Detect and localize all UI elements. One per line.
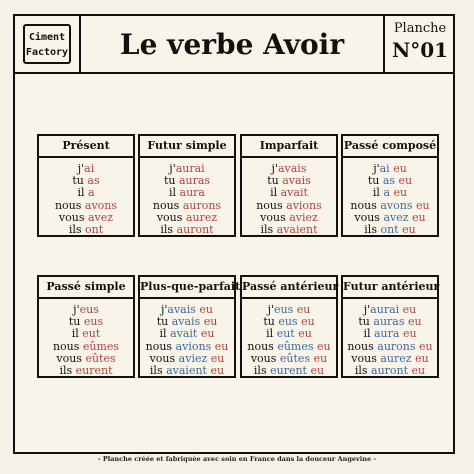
verb-form: avez <box>88 210 114 224</box>
subject-pronoun: tu <box>267 174 283 188</box>
subject-pronoun: vous <box>56 351 86 365</box>
auxiliary-verb: avaient <box>166 364 207 378</box>
subject-pronoun: tu <box>163 174 179 188</box>
verb-form: avaient <box>276 223 318 237</box>
auxiliary-verb: auront <box>371 364 409 378</box>
auxiliary-verb: auras <box>373 315 405 329</box>
verb-form: eut <box>82 327 101 341</box>
subject-pronoun: ils <box>260 223 277 237</box>
tense-title: Futur antérieur <box>343 277 437 299</box>
conjugation-card-passe-simple <box>37 275 135 378</box>
subject-pronoun: vous <box>58 210 88 224</box>
subject-pronoun: ils <box>59 364 76 378</box>
conjugation-row <box>242 224 336 236</box>
verb-form: avais <box>277 162 307 175</box>
past-participle: eu <box>301 315 315 329</box>
auxiliary-verb: avais <box>171 315 201 329</box>
subject-pronoun: nous <box>350 198 381 212</box>
subject-pronoun: il <box>77 186 88 200</box>
subject-pronoun: il <box>168 186 180 200</box>
past-participle: eu <box>313 351 328 365</box>
subject-pronoun: j' <box>73 303 80 316</box>
footer-note: - Planche créée et fabriquée avec soin en France dans la douceur Angevine - <box>97 455 377 463</box>
tense-title: Passé simple <box>39 277 133 299</box>
tense-title: Passé composé <box>343 136 437 158</box>
verb-form: avais <box>282 174 311 188</box>
auxiliary-verb: eus <box>278 315 298 329</box>
subject-pronoun: tu <box>68 315 84 329</box>
auxiliary-verb: aviez <box>178 351 208 365</box>
subject-pronoun: j' <box>160 303 168 316</box>
past-participle: eu <box>393 162 407 175</box>
auxiliary-verb: aurez <box>380 351 412 365</box>
auxiliary-verb: aura <box>373 327 400 341</box>
verb-form: aurons <box>182 198 222 212</box>
auxiliary-verb: eûmes <box>277 339 314 353</box>
auxiliary-verb: eurent <box>270 364 307 378</box>
conjugation-card-plus-que-parfait <box>138 275 241 378</box>
past-participle: eu <box>419 339 433 353</box>
conjugation-card-imparfait <box>240 134 338 237</box>
subject-pronoun: vous <box>149 351 179 365</box>
conjugation-rows <box>140 158 234 236</box>
past-participle: eu <box>411 364 426 378</box>
conjugation-row <box>140 224 234 236</box>
subject-pronoun: il <box>71 327 83 341</box>
subject-pronoun: vous <box>260 210 290 224</box>
conjugation-row <box>39 224 133 236</box>
tense-title: Imparfait <box>242 136 336 158</box>
subject-pronoun: j' <box>77 162 85 175</box>
past-participle: eu <box>214 339 229 353</box>
past-participle: eu <box>412 210 426 224</box>
past-participle: eu <box>203 315 218 329</box>
verb-form: aurez <box>185 210 218 224</box>
subject-pronoun: j' <box>373 162 380 175</box>
verb-form: eus <box>83 315 104 329</box>
verb-form: ai <box>84 162 95 175</box>
auxiliary-verb: ai <box>379 162 390 175</box>
past-participle: eu <box>298 327 312 341</box>
subject-pronoun: j' <box>363 303 371 316</box>
subject-pronoun: ils <box>149 364 167 378</box>
conjugation-rows <box>140 299 234 377</box>
subject-pronoun: nous <box>152 198 183 212</box>
conjugation-rows <box>242 158 336 236</box>
past-participle: eu <box>200 327 215 341</box>
conjugation-card-passe-compose <box>341 134 439 237</box>
verb-form: aviez <box>289 210 318 224</box>
subject-pronoun: ils <box>160 223 177 237</box>
conjugation-rows <box>343 158 437 236</box>
conjugation-row <box>39 365 133 377</box>
verb-form: avait <box>280 186 308 200</box>
auxiliary-verb: as <box>382 174 396 188</box>
tense-title: Passé antérieur <box>242 277 336 299</box>
past-participle: eu <box>398 174 413 188</box>
auxiliary-verb: aurai <box>370 303 400 316</box>
subject-pronoun: nous <box>145 339 176 353</box>
subject-pronoun: j' <box>169 162 176 175</box>
conjugation-rows <box>242 299 336 377</box>
subject-pronoun: nous <box>256 198 287 212</box>
subject-pronoun: ils <box>68 223 86 237</box>
conjugation-rows <box>39 299 133 377</box>
past-participle: eu <box>210 351 225 365</box>
conjugation-rows <box>39 158 133 236</box>
conjugation-row <box>242 365 336 377</box>
subject-pronoun: vous <box>351 351 381 365</box>
conjugation-card-futur-simple <box>138 134 236 237</box>
past-participle: eu <box>393 186 408 200</box>
subject-pronoun: j' <box>267 303 275 316</box>
subject-pronoun: nous <box>54 198 85 212</box>
auxiliary-verb: avais <box>167 303 196 316</box>
logo-line-1: Ciment <box>28 32 66 43</box>
subject-pronoun: il <box>372 186 384 200</box>
verb-form: aurai <box>175 162 205 175</box>
auxiliary-verb: ont <box>380 223 399 237</box>
planche-box <box>387 16 453 72</box>
auxiliary-verb: aurons <box>377 339 416 353</box>
verb-form: eûtes <box>85 351 116 365</box>
conjugation-card-passe-anterieur <box>240 275 338 378</box>
subject-pronoun: il <box>159 327 171 341</box>
past-participle: eu <box>210 364 225 378</box>
verb-form: avons <box>84 198 118 212</box>
past-participle: eu <box>296 303 311 316</box>
verb-form: eûmes <box>82 339 120 353</box>
auxiliary-verb: a <box>383 186 390 200</box>
subject-pronoun: tu <box>367 174 383 188</box>
past-participle: eu <box>317 339 331 353</box>
verb-form: auront <box>176 223 214 237</box>
subject-pronoun: tu <box>72 174 88 188</box>
subject-pronoun: vous <box>156 210 186 224</box>
planche-number: N°01 <box>391 38 449 62</box>
tense-title: Futur simple <box>140 136 234 158</box>
verb-form: eurent <box>75 364 113 378</box>
subject-pronoun: nous <box>347 339 378 353</box>
auxiliary-verb: eûtes <box>279 351 311 365</box>
past-participle: eu <box>402 303 417 316</box>
subject-pronoun: nous <box>52 339 83 353</box>
past-participle: eu <box>408 315 422 329</box>
subject-pronoun: tu <box>156 315 172 329</box>
verb-form: ont <box>85 223 104 237</box>
subject-pronoun: j' <box>271 162 278 175</box>
verb-form: as <box>87 174 100 188</box>
past-participle: eu <box>199 303 214 316</box>
auxiliary-verb: avions <box>175 339 212 353</box>
ciment-factory-logo <box>23 24 71 64</box>
subject-pronoun: ils <box>354 364 372 378</box>
conjugation-card-futur-anterieur <box>341 275 439 378</box>
past-participle: eu <box>402 223 416 237</box>
verb-form: a <box>87 186 95 200</box>
auxiliary-verb: avait <box>170 327 198 341</box>
auxiliary-verb: avez <box>383 210 409 224</box>
past-participle: eu <box>402 327 417 341</box>
past-participle: eu <box>415 351 429 365</box>
conjugation-row <box>343 224 437 236</box>
verb-form: avions <box>286 198 322 212</box>
logo-line-2: Factory <box>25 47 69 58</box>
header <box>15 16 453 74</box>
subject-pronoun: ils <box>364 223 381 237</box>
auxiliary-verb: eus <box>274 303 294 316</box>
conjugation-card-present <box>37 134 135 237</box>
subject-pronoun: vous <box>250 351 280 365</box>
past-participle: eu <box>310 364 325 378</box>
subject-pronoun: il <box>363 327 374 341</box>
subject-pronoun: tu <box>358 315 374 329</box>
subject-pronoun: il <box>270 186 281 200</box>
subject-pronoun: ils <box>253 364 271 378</box>
conjugation-row <box>343 365 437 377</box>
planche-label: Planche <box>393 21 447 36</box>
auxiliary-verb: eut <box>276 327 295 341</box>
conjugation-rows <box>343 299 437 377</box>
subject-pronoun: nous <box>247 339 278 353</box>
verb-form: eus <box>79 303 99 316</box>
subject-pronoun: vous <box>354 210 384 224</box>
subject-pronoun: il <box>266 327 277 341</box>
subject-pronoun: tu <box>263 315 279 329</box>
auxiliary-verb: avons <box>380 198 413 212</box>
past-participle: eu <box>415 198 430 212</box>
tense-title: Présent <box>39 136 133 158</box>
conjugation-row <box>140 365 234 377</box>
tense-title: Plus-que-parfait <box>140 277 234 299</box>
page-title: Le verbe Avoir <box>79 16 385 72</box>
verb-form: aura <box>179 186 205 200</box>
verb-form: auras <box>178 174 211 188</box>
